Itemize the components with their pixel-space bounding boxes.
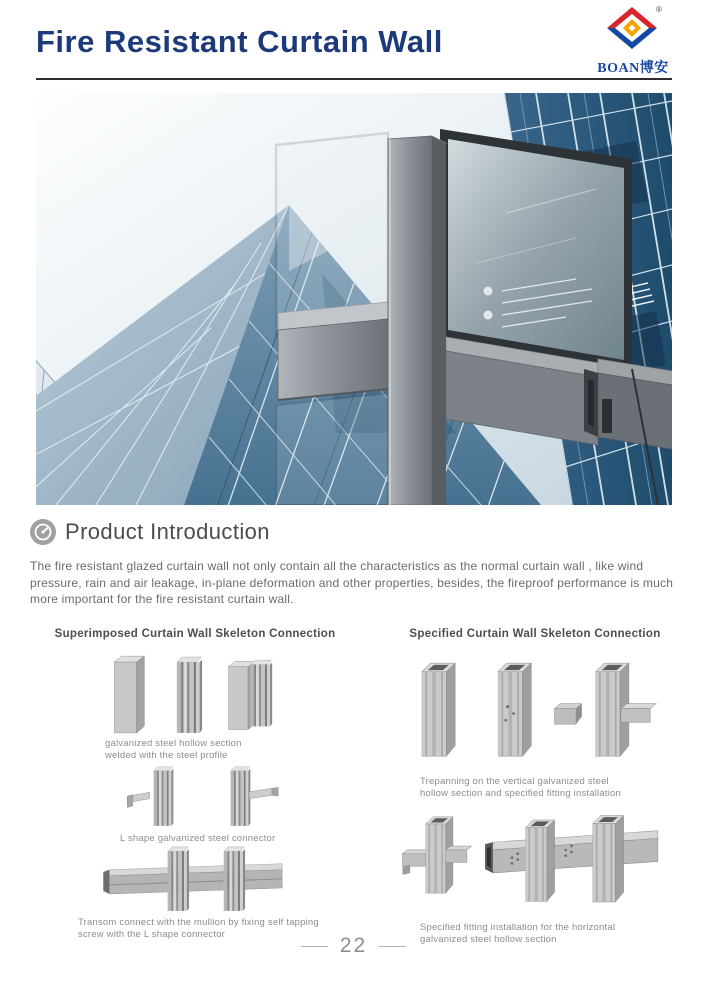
caption-l-connector: L shape galvanized steel connector (120, 833, 276, 844)
figure-trepanning-fitting (405, 650, 665, 772)
brand-logo (593, 4, 673, 77)
glass-pane-bottom-left (276, 393, 388, 505)
page-title: Fire Resistant Curtain Wall (36, 24, 443, 59)
certification-mark-icon (484, 311, 493, 320)
footer (0, 934, 707, 958)
certification-mark-icon (484, 287, 493, 296)
hero-image (36, 93, 672, 505)
curtain-wall-photo (36, 93, 672, 505)
right-section-title: Specified Curtain Wall Skeleton Connection (409, 628, 661, 640)
figure-l-shape-connectors (85, 762, 305, 832)
gauge-icon (30, 519, 56, 545)
section-superimposed-connection (30, 628, 360, 948)
figure-transom-mullion-connection (70, 844, 320, 916)
large-cross-assembly (485, 815, 658, 901)
glass-panel-right (440, 129, 632, 369)
brand-name: BOAN博安 (597, 61, 669, 76)
caption-horizontal-fitting: Specified fitting installation for the horizontal galvanized steel hollow section (420, 922, 616, 945)
header-rule (36, 78, 672, 80)
transom-left (278, 302, 388, 400)
caption-welded-section: galvanized steel hollow section welded with the steel profile (105, 738, 242, 761)
intro-heading (30, 519, 270, 545)
page-number: 22 (339, 934, 368, 957)
caption-transom-mullion: Transom connect with the mullion by fixing self tapping screw with the L shape connector (78, 917, 319, 940)
caption-trepanning: Trepanning on the vertical galvanized steel hollow section and specified fitting installation (420, 776, 621, 799)
section-specified-connection (380, 628, 690, 948)
boan-diamond-icon (604, 4, 662, 52)
small-cross-assembly (403, 817, 472, 893)
figure-horizontal-fitting-installation (395, 800, 675, 920)
intro-paragraph: The fire resistant glazed curtain wall not only contain all the characteristics as the normal curtain wall , like wind pressure, rain and air leakage, in-plane deformation and other properties, besides, the fireproof performance is much more important for the fire resistant curtain wall. (30, 559, 674, 606)
specified-fitting-piece (555, 704, 582, 724)
intro-heading-text: Product Introduction (65, 519, 270, 544)
connector-bracket (602, 399, 612, 433)
footer-dash-right (379, 946, 406, 947)
figure-hollow-sections-welded (95, 648, 295, 740)
left-section-title: Superimposed Curtain Wall Skeleton Connection (54, 628, 336, 640)
mullion-vertical (388, 136, 446, 505)
registered-mark-glyph: ® (656, 5, 662, 14)
footer-dash-left (301, 946, 328, 947)
